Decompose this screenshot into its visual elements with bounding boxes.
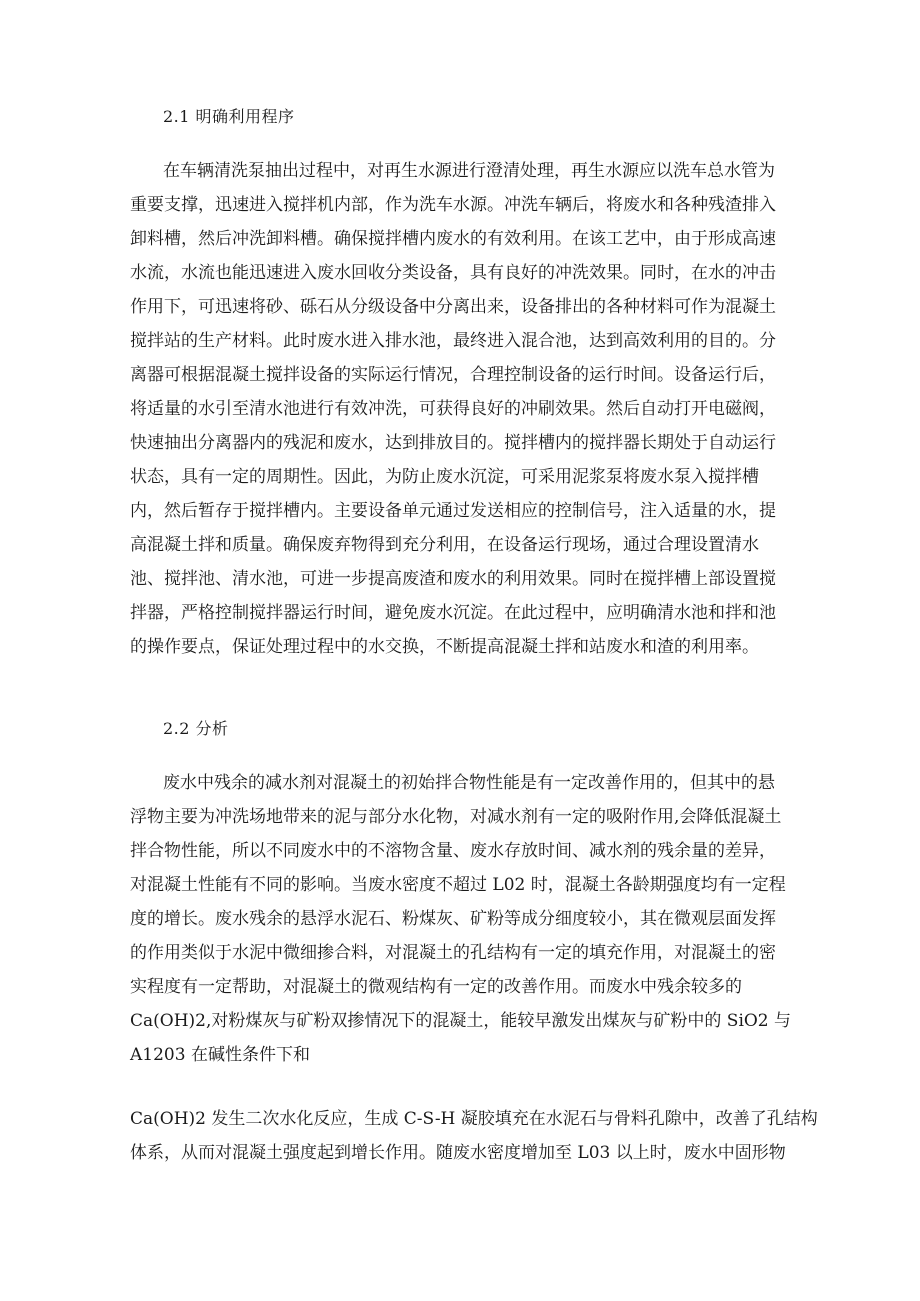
paragraph-line: 卸料槽，然后冲洗卸料槽。确保搅拌槽内废水的有效利用。在该工艺中，由于形成高速 (130, 229, 776, 249)
section-heading-2-1: 2.1 明确利用程序 (163, 107, 295, 126)
paragraph-line: 重要支撑，迅速进入搅拌机内部，作为洗车水源。冲洗车辆后，将废水和各种残渣排入 (130, 195, 776, 215)
paragraph-line: Ca(OH)2 发生二次水化反应，生成 C-S-H 凝胶填充在水泥石与骨料孔隙中，改善了孔结构 (130, 1109, 818, 1129)
paragraph-line: 体系，从而对混凝土强度起到增长作用。随废水密度增加至 L03 以上时，废水中固形物 (130, 1143, 786, 1163)
paragraph-line: 离器可根据混凝土搅拌设备的实际运行情况，合理控制设备的运行时间。设备运行后， (130, 365, 776, 385)
paragraph-line: 水流，水流也能迅速进入废水回收分类设备，具有良好的冲洗效果。同时，在水的冲击 (130, 263, 776, 283)
paragraph-line: 搅拌站的生产材料。此时废水进入排水池，最终进入混合池，达到高效利用的目的。分 (130, 331, 776, 351)
paragraph-line: 浮物主要为冲洗场地带来的泥与部分水化物，对减水剂有一定的吸附作用,会降低混凝土 (130, 807, 782, 827)
paragraph-line: 内，然后暂存于搅拌槽内。主要设备单元通过发送相应的控制信号，注入适量的水，提 (130, 501, 776, 521)
paragraph-line: 的操作要点，保证处理过程中的水交换，不断提高混凝土拌和站废水和渣的利用率。 (130, 637, 759, 657)
paragraph-line: 池、搅拌池、清水池，可进一步提高废渣和废水的利用效果。同时在搅拌槽上部设置搅 (130, 569, 776, 589)
paragraph-line: 快速抽出分离器内的残泥和废水，达到排放目的。搅拌槽内的搅拌器长期处于自动运行 (130, 433, 776, 453)
paragraph-line: 拌合物性能，所以不同废水中的不溶物含量、废水存放时间、减水剂的残余量的差异， (130, 841, 776, 861)
paragraph-line: Ca(OH)2,对粉煤灰与矿粉双掺情况下的混凝土，能较早激发出煤灰与矿粉中的 SiO2 与 (130, 1011, 792, 1031)
paragraph-line: 的作用类似于水泥中微细掺合料，对混凝土的孔结构有一定的填充作用，对混凝土的密 (130, 943, 776, 963)
paragraph-line: 作用下，可迅速将砂、砾石从分级设备中分离出来，设备排出的各种材料可作为混凝土 (130, 297, 776, 317)
paragraph-line: 状态，具有一定的周期性。因此，为防止废水沉淀，可采用泥浆泵将废水泵入搅拌槽 (130, 467, 759, 487)
paragraph-line: 实程度有一定帮助，对混凝土的微观结构有一定的改善作用。而废水中残余较多的 (130, 977, 742, 997)
paragraph-line: 拌器，严格控制搅拌器运行时间，避免废水沉淀。在此过程中，应明确清水池和拌和池 (130, 603, 776, 623)
paragraph-line: 废水中残余的减水剂对混凝土的初始拌合物性能是有一定改善作用的，但其中的悬 (163, 773, 775, 793)
paragraph-line: A1203 在碱性条件下和 (130, 1045, 310, 1065)
paragraph-line: 将适量的水引至清水池进行有效冲洗，可获得良好的冲刷效果。然后自动打开电磁阀， (130, 399, 776, 419)
paragraph-line: 度的增长。废水残余的悬浮水泥石、粉煤灰、矿粉等成分细度较小，其在微观层面发挥 (130, 909, 776, 929)
paragraph-line: 高混凝土拌和质量。确保废弃物得到充分利用，在设备运行现场，通过合理设置清水 (130, 535, 759, 555)
paragraph-line: 在车辆清洗泵抽出过程中，对再生水源进行澄清处理，再生水源应以洗车总水管为 (163, 161, 775, 181)
paragraph-line: 对混凝土性能有不同的影响。当废水密度不超过 L02 时，混凝土各龄期强度均有一定程 (130, 875, 786, 895)
section-heading-2-2: 2.2 分析 (163, 719, 229, 738)
